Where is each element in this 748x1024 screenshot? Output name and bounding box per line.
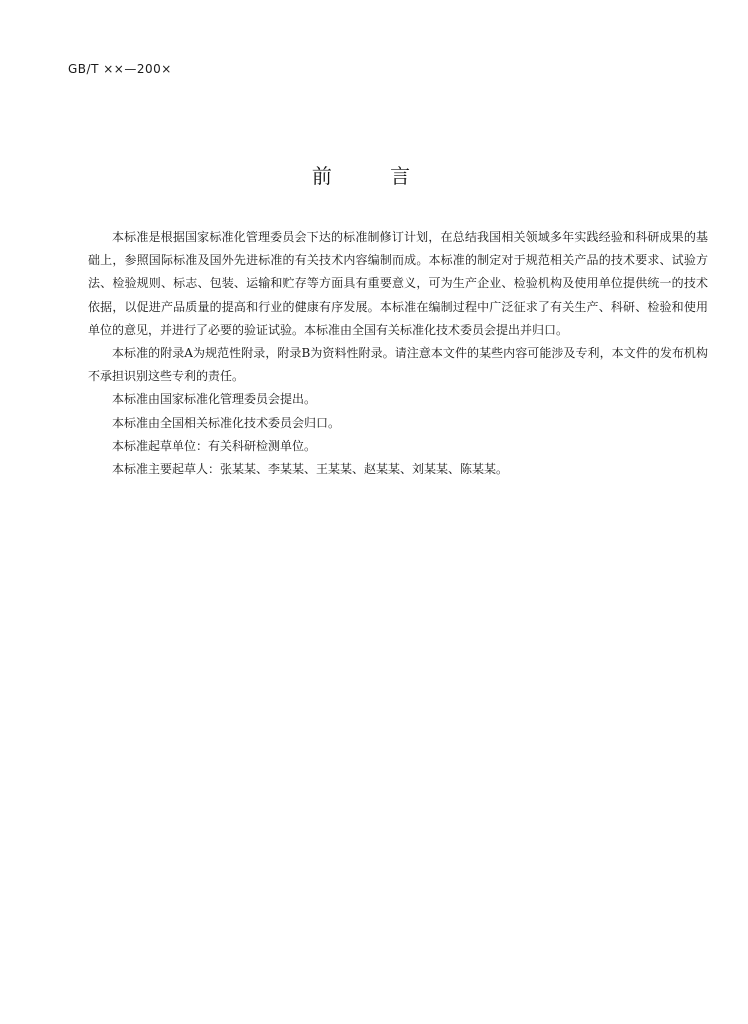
paragraph: 本标准是根据国家标准化管理委员会下达的标准制修订计划，在总结我国相关领域多年实践经验和科研成果的基础上，参照国际标准及国外先进标准的有关技术内容编制而成。本标准的制定对于规范相关产品的技术要求、试验方法、检验规则、标志、包装、运输和贮存等方面具有重要意义，可为生产企业、检验机构及使用单位提供统一的技术依据，以促进产品质量的提高和行业的健康有序发展。本标准在编制过程中广泛征求了有关生产、科研、检验和使用单位的意见，并进行了必要的验证试验。本标准由全国有关标准化技术委员会提出并归口。 xyxy=(88,230,708,337)
foreword-body xyxy=(88,226,708,481)
list-item: 本标准由国家标准化管理委员会提出。 xyxy=(112,392,317,407)
list-item: 本标准起草单位：有关科研检测单位。 xyxy=(112,438,317,453)
list-item: 本标准主要起草人：张某某、李某某、王某某、赵某某、刘某某、陈某某。 xyxy=(112,462,509,477)
list-item: 本标准由全国相关标准化技术委员会归口。 xyxy=(112,415,341,430)
page-title: 前 言 xyxy=(311,164,437,188)
standard-code: GB/T ××—200× xyxy=(68,62,172,76)
paragraph: 本标准的附录A为规范性附录，附录B为资料性附录。请注意本文件的某些内容可能涉及专利，本文件的发布机构不承担识别这些专利的责任。 xyxy=(88,346,708,384)
